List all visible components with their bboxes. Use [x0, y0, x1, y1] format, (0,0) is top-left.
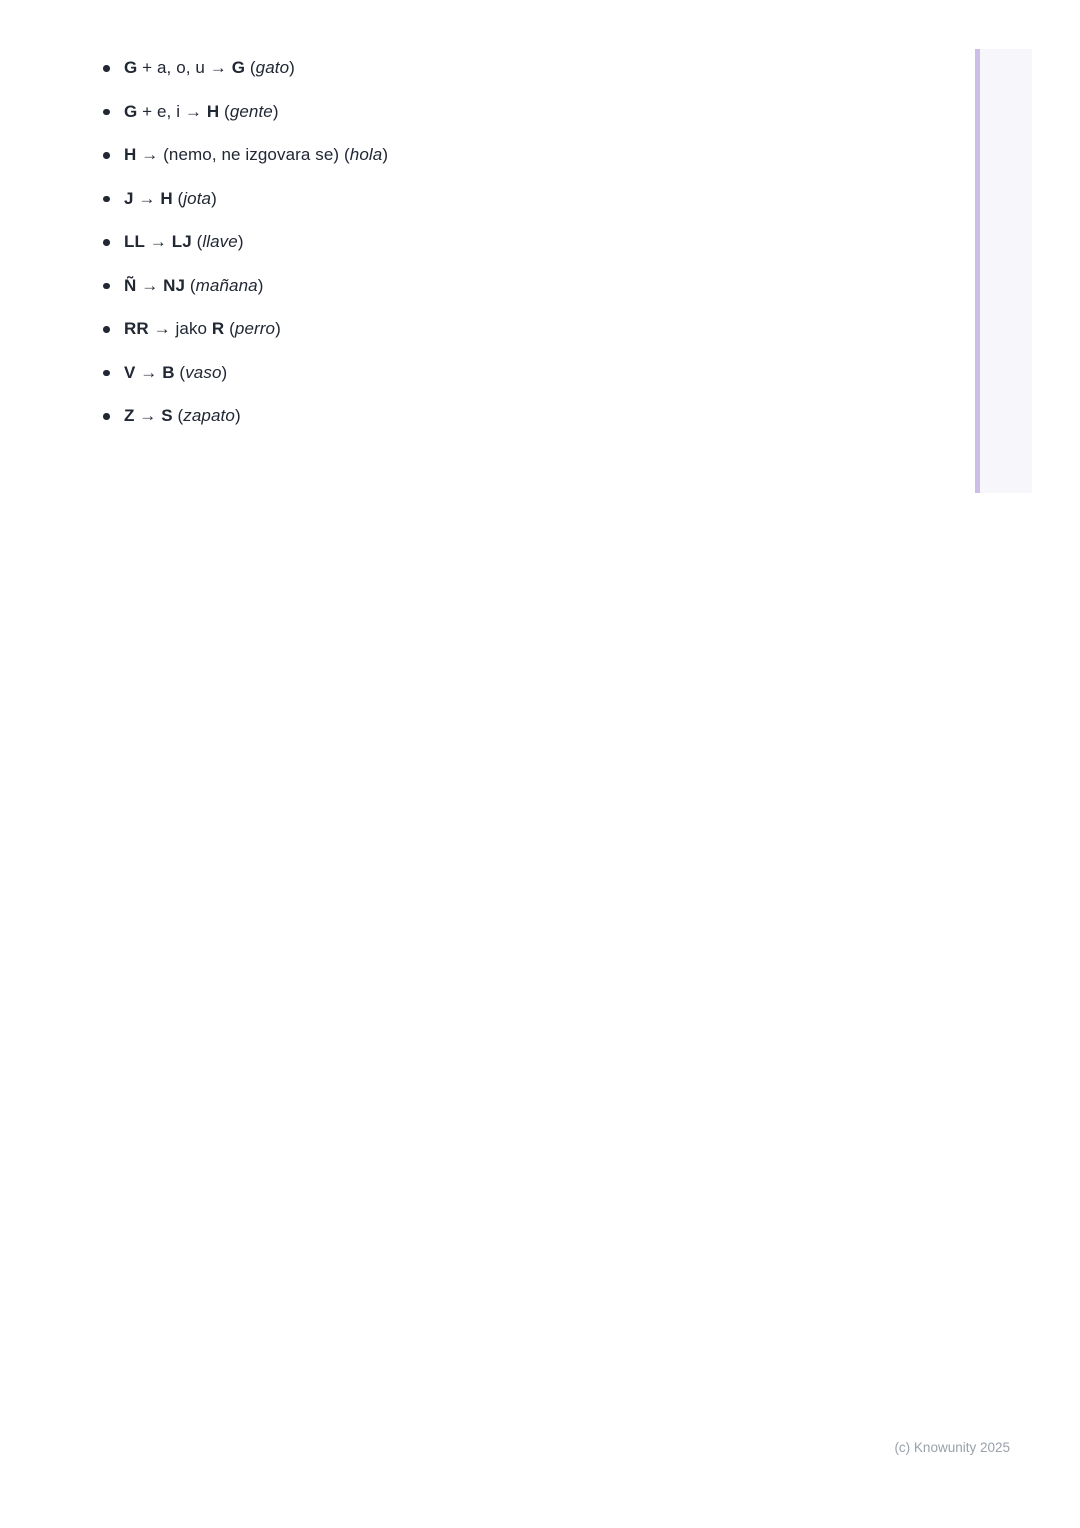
- bullet-icon: [103, 326, 110, 333]
- list-item: [103, 55, 388, 81]
- text-segment: LJ: [171, 232, 192, 251]
- text-segment: G: [231, 58, 246, 77]
- list-item: [103, 316, 388, 342]
- text-segment: ): [237, 232, 244, 251]
- text-segment: LL: [124, 232, 145, 251]
- text-segment: →: [134, 406, 162, 425]
- text-segment: →: [133, 188, 161, 208]
- footer-copyright: (c) Knowunity 2025: [894, 1440, 1010, 1455]
- text-segment: mañana: [195, 275, 258, 295]
- bullet-icon: [103, 152, 110, 159]
- text-segment: R: [211, 319, 225, 338]
- text-segment: hola: [349, 145, 383, 164]
- text-segment: ): [211, 188, 217, 208]
- text-segment: perro: [234, 319, 276, 338]
- text-segment: ): [221, 362, 228, 382]
- bullet-icon: [103, 196, 110, 203]
- text-segment: (: [219, 101, 230, 121]
- text-segment: (: [172, 188, 184, 208]
- list-item: [103, 186, 388, 212]
- text-segment: H: [124, 145, 137, 164]
- text-segment: →: [136, 275, 164, 295]
- side-panel: [975, 49, 1032, 493]
- text-segment: jota: [183, 188, 212, 208]
- text-segment: vaso: [185, 362, 222, 382]
- text-segment: G: [124, 58, 138, 77]
- bullet-icon: [103, 239, 110, 246]
- text-segment: J: [124, 188, 134, 208]
- text-segment: → (nemo, ne izgovara se) (: [136, 145, 350, 164]
- text-segment: Z: [124, 406, 135, 425]
- list-item-text: [124, 55, 295, 81]
- list-item-text: [124, 273, 263, 299]
- text-segment: ): [382, 145, 389, 164]
- text-segment: (: [224, 319, 235, 338]
- text-segment: G: [124, 101, 138, 121]
- list-item: [103, 273, 388, 299]
- bullet-icon: [103, 109, 110, 116]
- text-segment: ): [275, 319, 281, 338]
- pronunciation-list: [103, 55, 388, 447]
- text-segment: S: [161, 406, 173, 425]
- list-item-text: [124, 186, 217, 212]
- text-segment: gente: [229, 101, 273, 121]
- text-segment: NJ: [163, 275, 186, 295]
- list-item-text: [124, 360, 227, 386]
- list-item: [103, 229, 388, 255]
- text-segment: ): [272, 101, 279, 121]
- text-segment: →: [135, 362, 163, 382]
- list-item-text: [124, 316, 281, 342]
- text-segment: + e, i →: [137, 101, 207, 121]
- text-segment: ): [289, 58, 295, 77]
- text-segment: ): [257, 275, 264, 295]
- text-segment: ): [234, 406, 241, 425]
- list-item-text: [124, 142, 388, 168]
- bullet-icon: [103, 65, 110, 72]
- bullet-icon: [103, 283, 110, 290]
- list-item: [103, 403, 388, 429]
- text-segment: (: [245, 58, 256, 77]
- text-segment: H: [160, 188, 173, 208]
- list-item: [103, 99, 388, 125]
- text-segment: gato: [255, 58, 290, 77]
- text-segment: zapato: [183, 406, 235, 425]
- bullet-icon: [103, 370, 110, 377]
- text-segment: (: [174, 362, 186, 382]
- text-segment: llave: [202, 232, 238, 251]
- text-segment: Ñ: [124, 275, 137, 295]
- text-segment: H: [206, 101, 220, 121]
- text-segment: →: [144, 232, 172, 251]
- list-item-text: [124, 229, 244, 255]
- text-segment: B: [162, 362, 175, 382]
- text-segment: RR: [124, 319, 149, 338]
- list-item-text: [124, 99, 279, 125]
- list-item-text: [124, 403, 241, 429]
- text-segment: (: [185, 275, 196, 295]
- bullet-icon: [103, 413, 110, 420]
- text-segment: → jako: [148, 319, 212, 338]
- text-segment: V: [124, 362, 136, 382]
- list-item: [103, 142, 388, 168]
- list-item: [103, 360, 388, 386]
- text-segment: + a, o, u →: [137, 58, 232, 77]
- text-segment: (: [191, 232, 203, 251]
- text-segment: (: [172, 406, 184, 425]
